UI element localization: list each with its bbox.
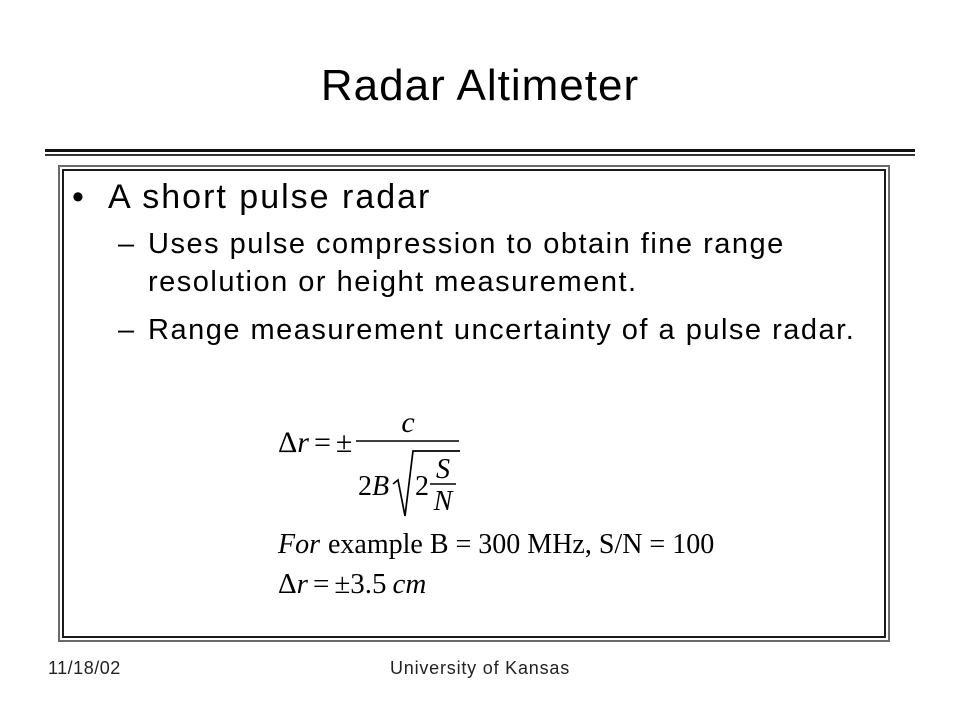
- sub-bullet-list: [118, 225, 887, 349]
- bullet-text: A short pulse radar: [108, 178, 432, 216]
- bullet-list: [72, 177, 887, 359]
- result-value: ±3.5: [334, 568, 387, 600]
- bullet-item: [72, 177, 887, 217]
- result-line: [278, 568, 426, 600]
- footer-organization: University of Kansas: [389, 658, 571, 678]
- result-delta-symbol: Δ: [278, 568, 297, 600]
- bandwidth-variable: B: [372, 471, 390, 502]
- sub-bullet-marker: –: [118, 314, 135, 346]
- equals-sign: =: [313, 426, 331, 459]
- formula-lhs: [278, 426, 352, 459]
- sub-bullet-item: [118, 311, 887, 349]
- formula-denominator-coefficient: [358, 471, 389, 502]
- footer-date: 11/18/02: [48, 658, 121, 678]
- title-rule-thin: [45, 154, 915, 156]
- snr-signal: S: [436, 454, 450, 485]
- radicand-coefficient: 2: [415, 471, 429, 502]
- denominator-number: 2: [358, 471, 372, 502]
- result-unit: cm: [392, 568, 427, 600]
- example-line: [277, 529, 714, 560]
- range-uncertainty-formula: [262, 400, 742, 610]
- title-rule-thick: [45, 149, 915, 152]
- sub-bullet-item: [118, 225, 887, 301]
- delta-symbol: Δ: [278, 426, 298, 459]
- sub-bullet-marker: –: [118, 228, 135, 260]
- example-prefix: For: [278, 529, 320, 560]
- bullet-marker: •: [72, 178, 84, 216]
- result-equals-sign: =: [312, 568, 330, 600]
- sub-bullet-text: Range measurement uncertainty of a pulse radar.: [148, 314, 856, 346]
- example-text: example B = 300 MHz, S/N = 100: [328, 529, 715, 560]
- formula-numerator: c: [401, 406, 415, 439]
- plus-minus-sign: ±: [335, 426, 353, 459]
- result-variable: r: [296, 568, 308, 600]
- snr-noise: N: [433, 486, 453, 517]
- slide-title: Radar Altimeter: [320, 61, 640, 110]
- sub-bullet-text: Uses pulse compression to obtain fine range resolution or height measurement.: [148, 228, 785, 298]
- range-variable: r: [297, 426, 309, 459]
